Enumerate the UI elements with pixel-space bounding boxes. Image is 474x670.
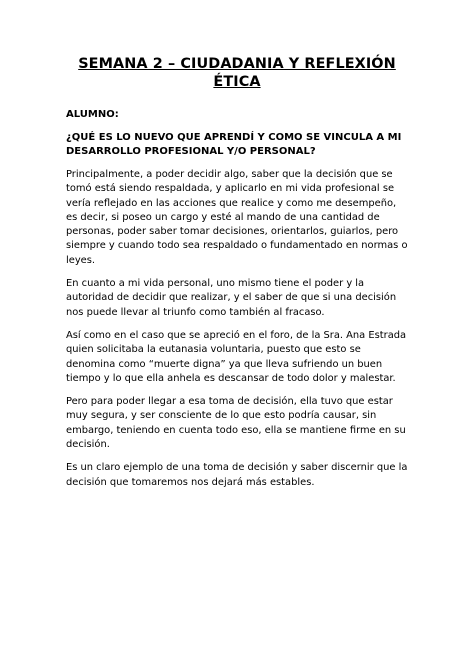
paragraph-1: Principalmente, a poder decidir algo, saber que la decisión que se tomó está siendo respaldada, y aplicarlo en mi vida profesional se vería reflejado en las acciones que realice y como me desempeño, es decir, si poseo un cargo y esté al mando de una cantidad de personas, poder saber tomar decisiones, orientarlos, guiarlos, pero siempre y cuando todo sea respaldado o fundamentado en normas o leyes. (66, 169, 408, 266)
question-heading: ¿QUÉ ES LO NUEVO QUE APRENDÍ Y COMO SE VINCULA A MI DESARROLLO PROFESIONAL Y/O PERSONAL? (66, 132, 402, 157)
student-label: ALUMNO: (66, 109, 119, 120)
document-title: SEMANA 2 – CIUDADANIA Y REFLEXIÓN ÉTICA (78, 56, 396, 90)
paragraph-5: Es un claro ejemplo de una toma de decisión y saber discernir que la decisión que tomaremos nos dejará más estables. (66, 462, 408, 488)
paragraph-4: Pero para poder llegar a esa toma de decisión, ella tuvo que estar muy segura, y ser consciente de lo que esto podría causar, sin embargo, teniendo en cuenta todo eso, ella se mantiene firme en su decisión. (66, 396, 406, 451)
paragraph-2: En cuanto a mi vida personal, uno mismo tiene el poder y la autoridad de decidir que realizar, y el saber de que si una decisión nos puede llevar al triunfo como también al fracaso. (66, 278, 397, 318)
paragraph-3: Así como en el caso que se apreció en el foro, de la Sra. Ana Estrada quien solicitaba la eutanasia voluntaria, puesto que esto se denomina como “muerte digna” ya que lleva sufriendo un buen tiempo y lo que ella anhela es descansar de todo dolor y malestar. (66, 329, 407, 384)
